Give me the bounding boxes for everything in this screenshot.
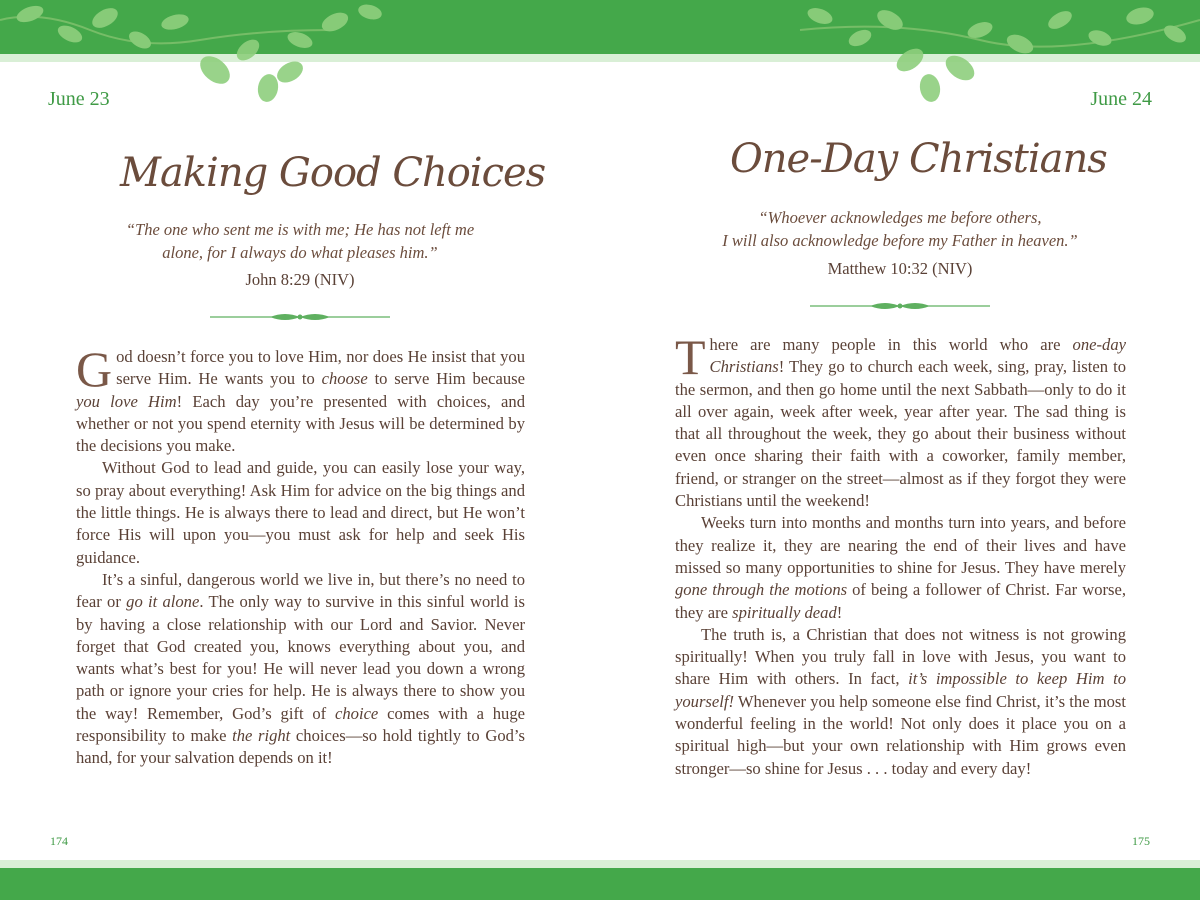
scripture-verse [680,206,1120,252]
emphasis: it’s impossible to keep Him to yourself! [675,669,1126,711]
ornament-divider [210,310,390,324]
text-run: ! They go to church each week, sing, pray, listen to the sermon, and then go home until the next Sabbath—only to do it all over again, week after week, year after year. The sad thing is that all throughout the week, they go about their business without even once sharing their faith with a coworker, family member, friend, or stranger on the street—almost as if they forgot they were Christians until the weekend! [675,357,1126,511]
drop-cap: G [76,341,113,397]
page-title: One-Day Christians [730,136,1107,182]
verse-line: “The one who sent me is with me; He has not left me [125,220,475,239]
emphasis: gone through the motions [675,580,848,600]
emphasis: one-day Christians [709,335,1126,377]
verse-line: alone, for I always do what pleases him.” [162,243,438,262]
ornament-divider [810,299,990,313]
verse-line: I will also acknowledge before my Father in heaven.” [722,231,1078,250]
page-date: June 23 [48,88,110,110]
emphasis: choose [321,369,368,389]
text-run: Whenever you help someone else find Christ, it’s the most wonderful feeling in the world! Not only does it place you on a spiritual high—but your own relationship with Him grows even stronger—so shine for Jesus . . . today and every day! [675,691,1126,778]
text-run: comes with a huge responsibility to make [76,703,525,746]
page-date: June 24 [1090,88,1152,110]
text-run: here are many people in this world who are [709,335,1073,354]
page-number: 174 [50,834,68,848]
paragraph [76,569,525,770]
paragraph [675,329,1126,512]
text-run: of being a follower of Christ. Far worse, they are [675,580,1126,622]
scripture-reference: John 8:29 (NIV) [245,270,355,289]
text-run: . The only way to survive in this sinful world is by having a close relationship with our Lord and Savior. Never forget that God created you, knows everything about you, and wants what’s best for you! He will never lead you down a wrong path or ignore your cries for help. He is always there to show you the way! Remember, God’s gift of [76,592,526,723]
emphasis: the right [232,726,291,746]
emphasis: go it alone [126,592,200,612]
text-run: The truth is, a Christian that does not witness is not growing spiritually! When you truly fall in love with Jesus, you want to share Him with others. In fact, [675,624,1126,689]
devotion-body [675,329,1126,780]
right-page [600,0,1200,900]
emphasis: you love Him [76,391,177,411]
text-run: od doesn’t force you to love Him, nor does He insist that you serve Him. He wants you to [116,347,525,389]
text-run: It’s a sinful, dangerous world we live in, but there’s no need to fear or [76,569,525,612]
text-run: to serve Him because [367,369,525,389]
paragraph [675,624,1126,780]
page-title: Making Good Choices [120,150,546,196]
text-run: ! [836,602,843,622]
emphasis: spiritually dead [732,602,837,622]
verse-line: “Whoever acknowledges me before others, [758,208,1042,227]
devotion-body [76,341,526,770]
drop-cap: T [675,329,706,385]
paragraph [76,341,525,457]
page-number: 175 [1132,834,1150,848]
bottom-green-band [0,868,1200,900]
text-run: Weeks turn into months and months turn into years, and before they realize it, they are nearing the end of their lives and have missed so many opportunities to shine for Jesus. They have merely [675,513,1126,577]
bottom-light-strip [0,860,1200,868]
paragraph [675,512,1126,623]
scripture-verse [90,218,510,264]
text-run: ! Each day you’re presented with choices, and whether or not you spend eternity with Jesus will be determined by the decisions you make. [76,391,525,456]
scripture-reference: Matthew 10:32 (NIV) [827,259,973,278]
paragraph: Without God to lead and guide, you can easily lose your way, so pray about everything! Ask Him for advice on the big things and the little things. He is always there to lead and direct, but He won’t force His will upon you—you must ask for help and seek His guidance. [76,458,525,567]
emphasis: choice [335,703,379,723]
text-run: choices—so hold tightly to God’s hand, for your salvation depends on it! [76,726,525,768]
